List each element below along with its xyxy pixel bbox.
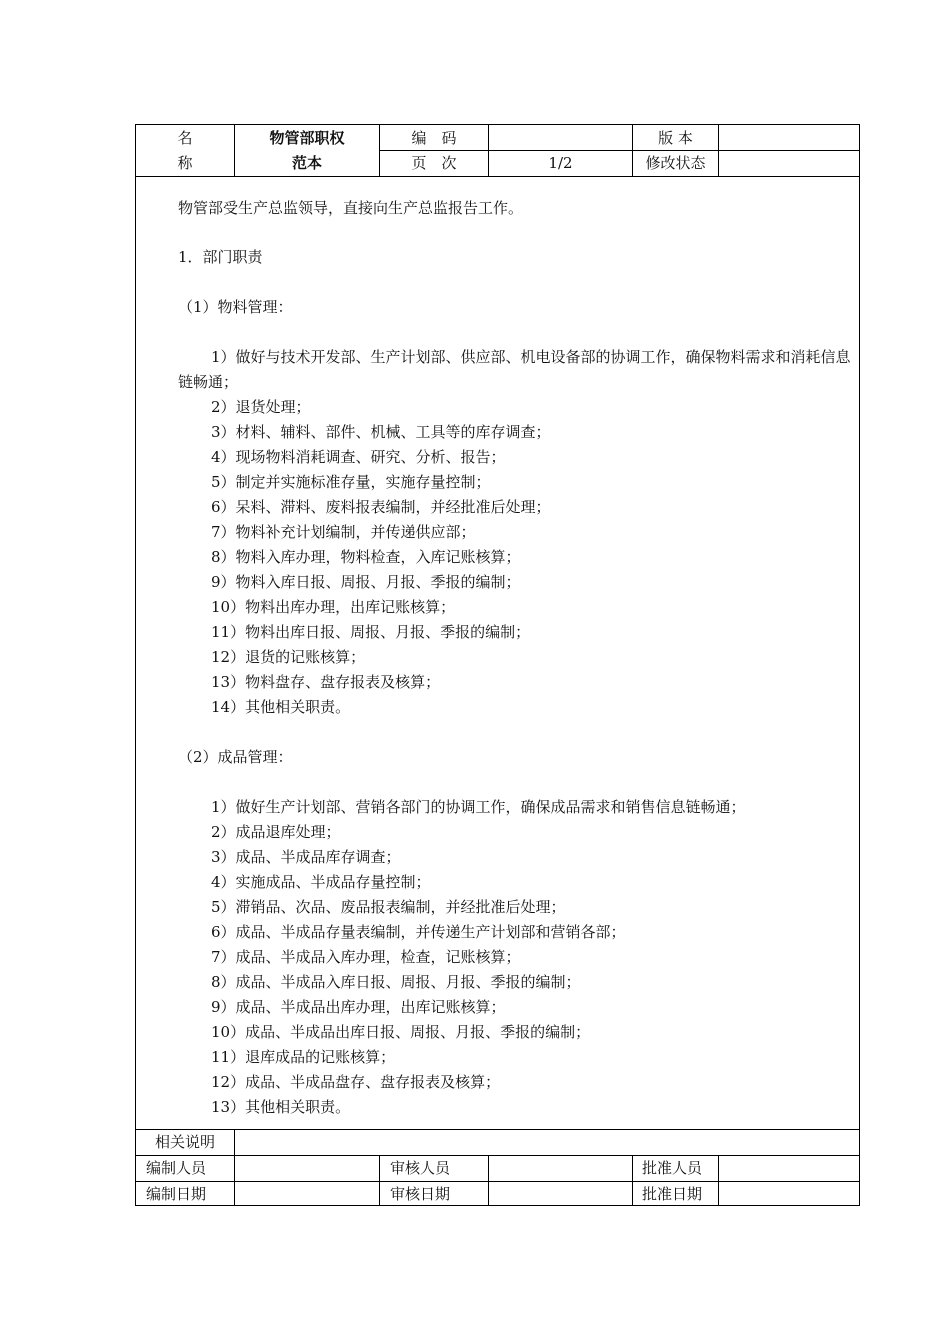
header-mid-line bbox=[380, 150, 860, 151]
list-item: 9）物料入库日报、周报、月报、季报的编制； bbox=[211, 573, 521, 591]
list-item: 2）退货处理； bbox=[211, 398, 311, 416]
page-label: 页 次 bbox=[411, 154, 457, 172]
intro-text: 物管部受生产总监领导，直接向生产总监报告工作。 bbox=[178, 199, 524, 217]
footer-divider bbox=[488, 1155, 489, 1206]
list-item: 4）实施成品、半成品存量控制； bbox=[211, 873, 431, 891]
list-item: 3）成品、半成品库存调查； bbox=[211, 848, 401, 866]
list-item: 6）呆料、滞料、废料报表编制，并经批准后处理； bbox=[211, 498, 551, 516]
doc-title: 范本 bbox=[291, 154, 322, 172]
notes-label: 相关说明 bbox=[154, 1133, 215, 1151]
list-item: 8）物料入库办理，物料检查，入库记账核算； bbox=[211, 548, 521, 566]
subsection-heading: （2）成品管理： bbox=[178, 748, 293, 766]
doc-title: 物管部职权 bbox=[269, 129, 345, 147]
review-date-label: 审核日期 bbox=[390, 1185, 451, 1203]
list-item: 11）退库成品的记账核算； bbox=[211, 1048, 396, 1066]
document-form bbox=[135, 124, 860, 1206]
list-item: 4）现场物料消耗调查、研究、分析、报告； bbox=[211, 448, 506, 466]
list-item: 1）做好生产计划部、营销各部门的协调工作，确保成品需求和销售信息链畅通； bbox=[211, 798, 746, 816]
list-item: 3）材料、辅料、部件、机械、工具等的库存调查； bbox=[211, 423, 551, 441]
list-item: 13）其他相关职责。 bbox=[211, 1098, 351, 1116]
list-item: 8）成品、半成品入库日报、周报、月报、季报的编制； bbox=[211, 973, 581, 991]
section-heading: 1．部门职责 bbox=[178, 248, 263, 266]
list-item: 12）成品、半成品盘存、盘存报表及核算； bbox=[211, 1073, 501, 1091]
footer-divider bbox=[632, 1155, 633, 1206]
list-item: 13）物料盘存、盘存报表及核算； bbox=[211, 673, 441, 691]
list-item: 14）其他相关职责。 bbox=[211, 698, 351, 716]
reviewer-label: 审核人员 bbox=[390, 1159, 451, 1177]
footer-divider bbox=[234, 1129, 235, 1206]
list-item: 7）物料补充计划编制，并传递供应部； bbox=[211, 523, 476, 541]
footer-divider bbox=[718, 1155, 719, 1206]
editor-label: 编制人员 bbox=[146, 1159, 207, 1177]
page-number: 1/2 bbox=[548, 154, 573, 172]
list-item: 10）物料出库办理，出库记账核算； bbox=[211, 598, 456, 616]
name-label: 称 bbox=[177, 154, 193, 172]
list-item: 7）成品、半成品入库办理，检查，记账核算； bbox=[211, 948, 521, 966]
header-divider bbox=[718, 124, 719, 176]
list-item: 9）成品、半成品出库办理，出库记账核算； bbox=[211, 998, 506, 1016]
approver-label: 批准人员 bbox=[642, 1159, 703, 1177]
version-label: 版 本 bbox=[658, 129, 693, 147]
footer-line bbox=[135, 1181, 860, 1182]
list-item: 5）制定并实施标准存量，实施存量控制； bbox=[211, 473, 491, 491]
approve-date-label: 批准日期 bbox=[642, 1185, 703, 1203]
list-item: 6）成品、半成品存量表编制，并传递生产计划部和营销各部； bbox=[211, 923, 626, 941]
list-item: 10）成品、半成品出库日报、周报、月报、季报的编制； bbox=[211, 1023, 591, 1041]
list-item: 12）退货的记账核算； bbox=[211, 648, 366, 666]
list-item: 5）滞销品、次品、废品报表编制，并经批准后处理； bbox=[211, 898, 566, 916]
header-bottom-line bbox=[135, 176, 860, 177]
revision-label: 修改状态 bbox=[645, 154, 706, 172]
footer-top-line bbox=[135, 1129, 860, 1130]
footer-line bbox=[135, 1155, 860, 1156]
name-label: 名 bbox=[177, 129, 193, 147]
edit-date-label: 编制日期 bbox=[146, 1185, 207, 1203]
subsection-heading: （1）物料管理： bbox=[178, 298, 293, 316]
list-item: 11）物料出库日报、周报、月报、季报的编制； bbox=[211, 623, 531, 641]
list-item: 2）成品退库处理； bbox=[211, 823, 341, 841]
list-item: 1）做好与技术开发部、生产计划部、供应部、机电设备部的协调工作，确保物料需求和消耗信息链畅通； bbox=[178, 348, 851, 391]
footer-divider bbox=[379, 1155, 380, 1206]
code-label: 编 码 bbox=[411, 129, 457, 147]
